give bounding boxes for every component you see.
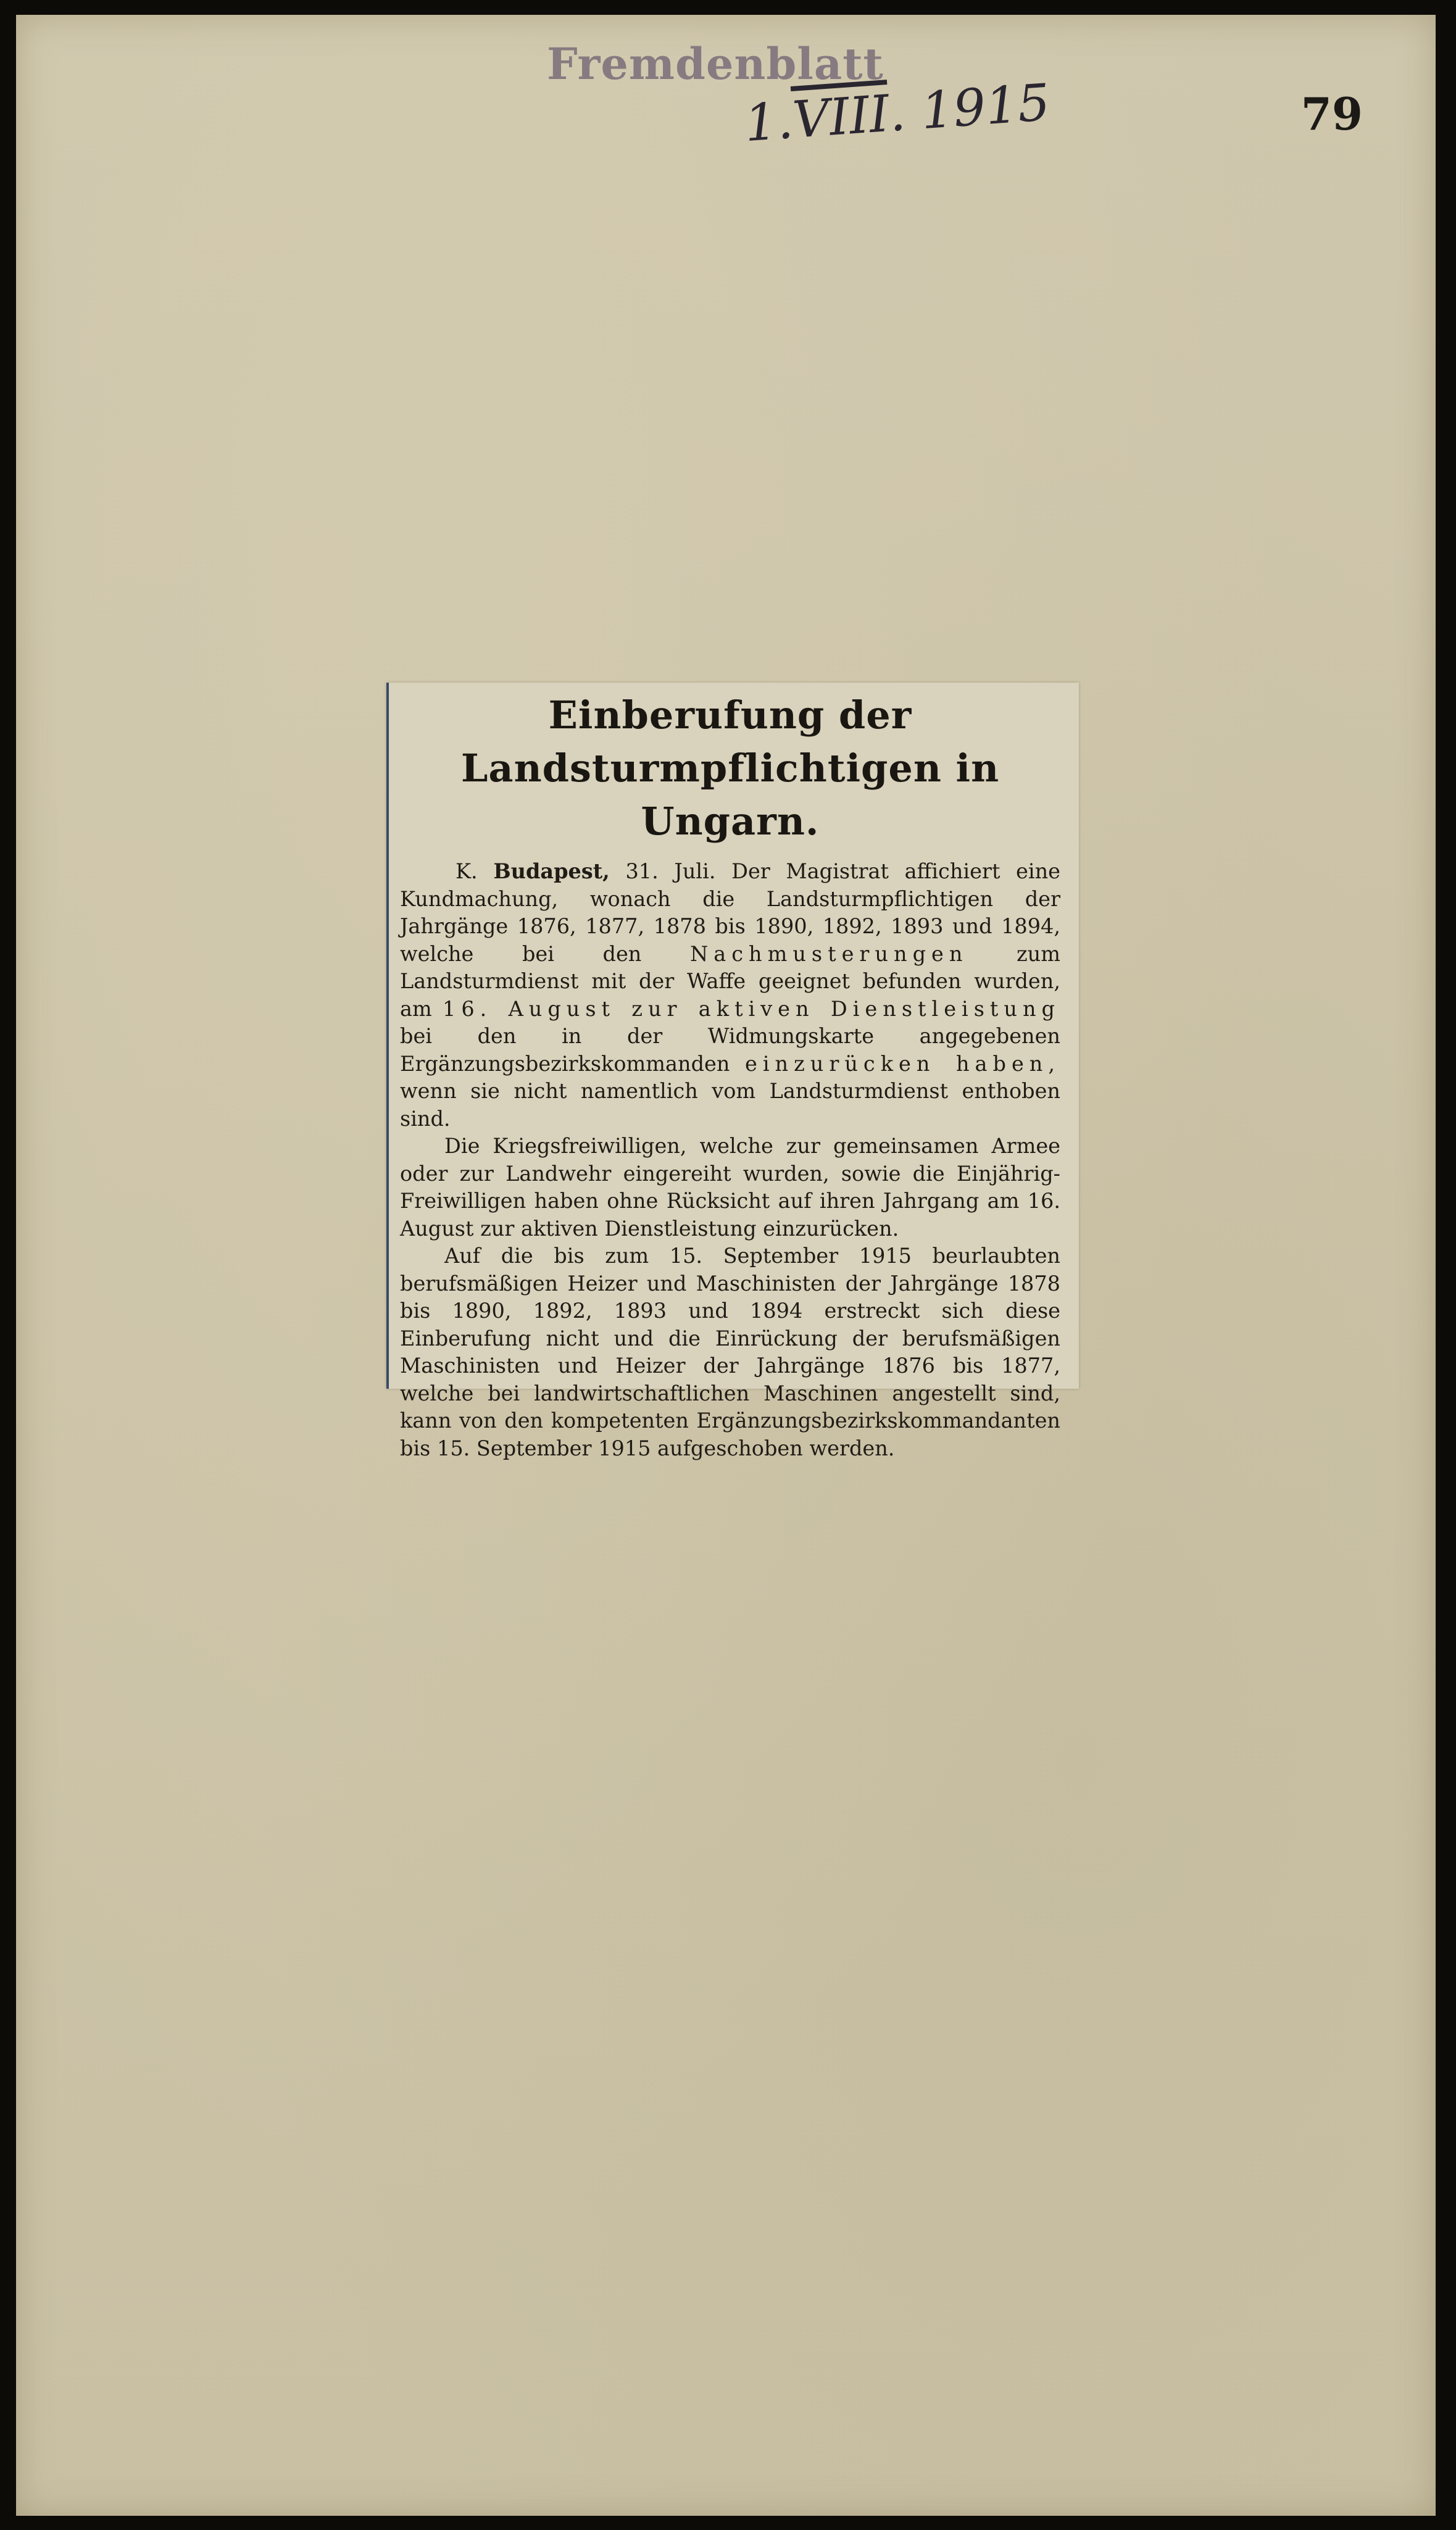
- dateline-city: Budapest,: [493, 859, 610, 883]
- paragraph-1-spaced-1: Nachmusterungen: [689, 941, 968, 966]
- archive-sheet: [16, 15, 1436, 2516]
- paragraph-1-text-d: wenn sie nicht namentlich vom Landsturmdienst enthoben sind.: [400, 1079, 1060, 1131]
- newspaper-stamp: Fremdenblatt: [547, 38, 884, 89]
- dateline-prefix: K.: [456, 859, 478, 883]
- paragraph-1-text-c: bei den in der Widmungskarte angegebenen Ergänzungsbezirkskommanden: [400, 1024, 1060, 1076]
- article-paragraph-3: Auf die bis zum 15. September 1915 beurlaubten berufsmäßigen Heizer und Maschinisten der Jahrgänge 1878 bis 1890, 1892, 1893 und 1894 erstreckt sich diese Einberufung nicht und die Einrückung der berufsmäßigen Maschinisten und Heizer der Jahrgänge 1876 bis 1877, welche bei landwirtschaftlichen Maschinen angestellt sind, kann von den kompetenten Ergänzungsbezirkskommandanten bis 15. September 1915 aufgeschoben werden.: [400, 1244, 1060, 1460]
- paragraph-1-spaced-3: einzurücken haben,: [745, 1051, 1060, 1076]
- article-paragraph-1: [400, 858, 1060, 1133]
- article-body: [400, 858, 1060, 1462]
- newspaper-clipping: [386, 683, 1079, 1460]
- handwritten-date-day: 1.: [743, 91, 795, 154]
- handwritten-date-year: . 1915: [887, 73, 1052, 143]
- handwritten-date-month: VIII: [791, 85, 892, 150]
- article-paragraph-2: Die Kriegsfreiwilligen, welche zur gemeinsamen Armee oder zur Landwehr eingereiht wurden, sowie die Einjährig-Freiwilligen haben ohne Rücksicht auf ihren Jahrgang am 16. August zur aktiven Dienstleistung einzurücken.: [400, 1134, 1060, 1241]
- headline-line-1: Einberufung der Landsturmpflichtigen in: [460, 693, 1000, 791]
- article-headline: [400, 689, 1060, 848]
- headline-line-2: Ungarn.: [641, 799, 820, 844]
- page-number: 79: [1300, 88, 1363, 140]
- paragraph-1-spaced-2: 16. August zur aktiven Dienstleistung: [443, 996, 1060, 1021]
- paragraph-1-text-a: 31. Juli. Der Magistrat affichiert eine Kundmachung, wonach die Landsturmpflichtigen der Jahrgänge 1876, 1877, 1878 bis 1890, 1892, 1893 und 1894, welche bei den: [400, 859, 1060, 966]
- paragraph-1-text-b: zum Landsturmdienst mit der Waffe geeignet befunden wurden, am: [400, 941, 1061, 1021]
